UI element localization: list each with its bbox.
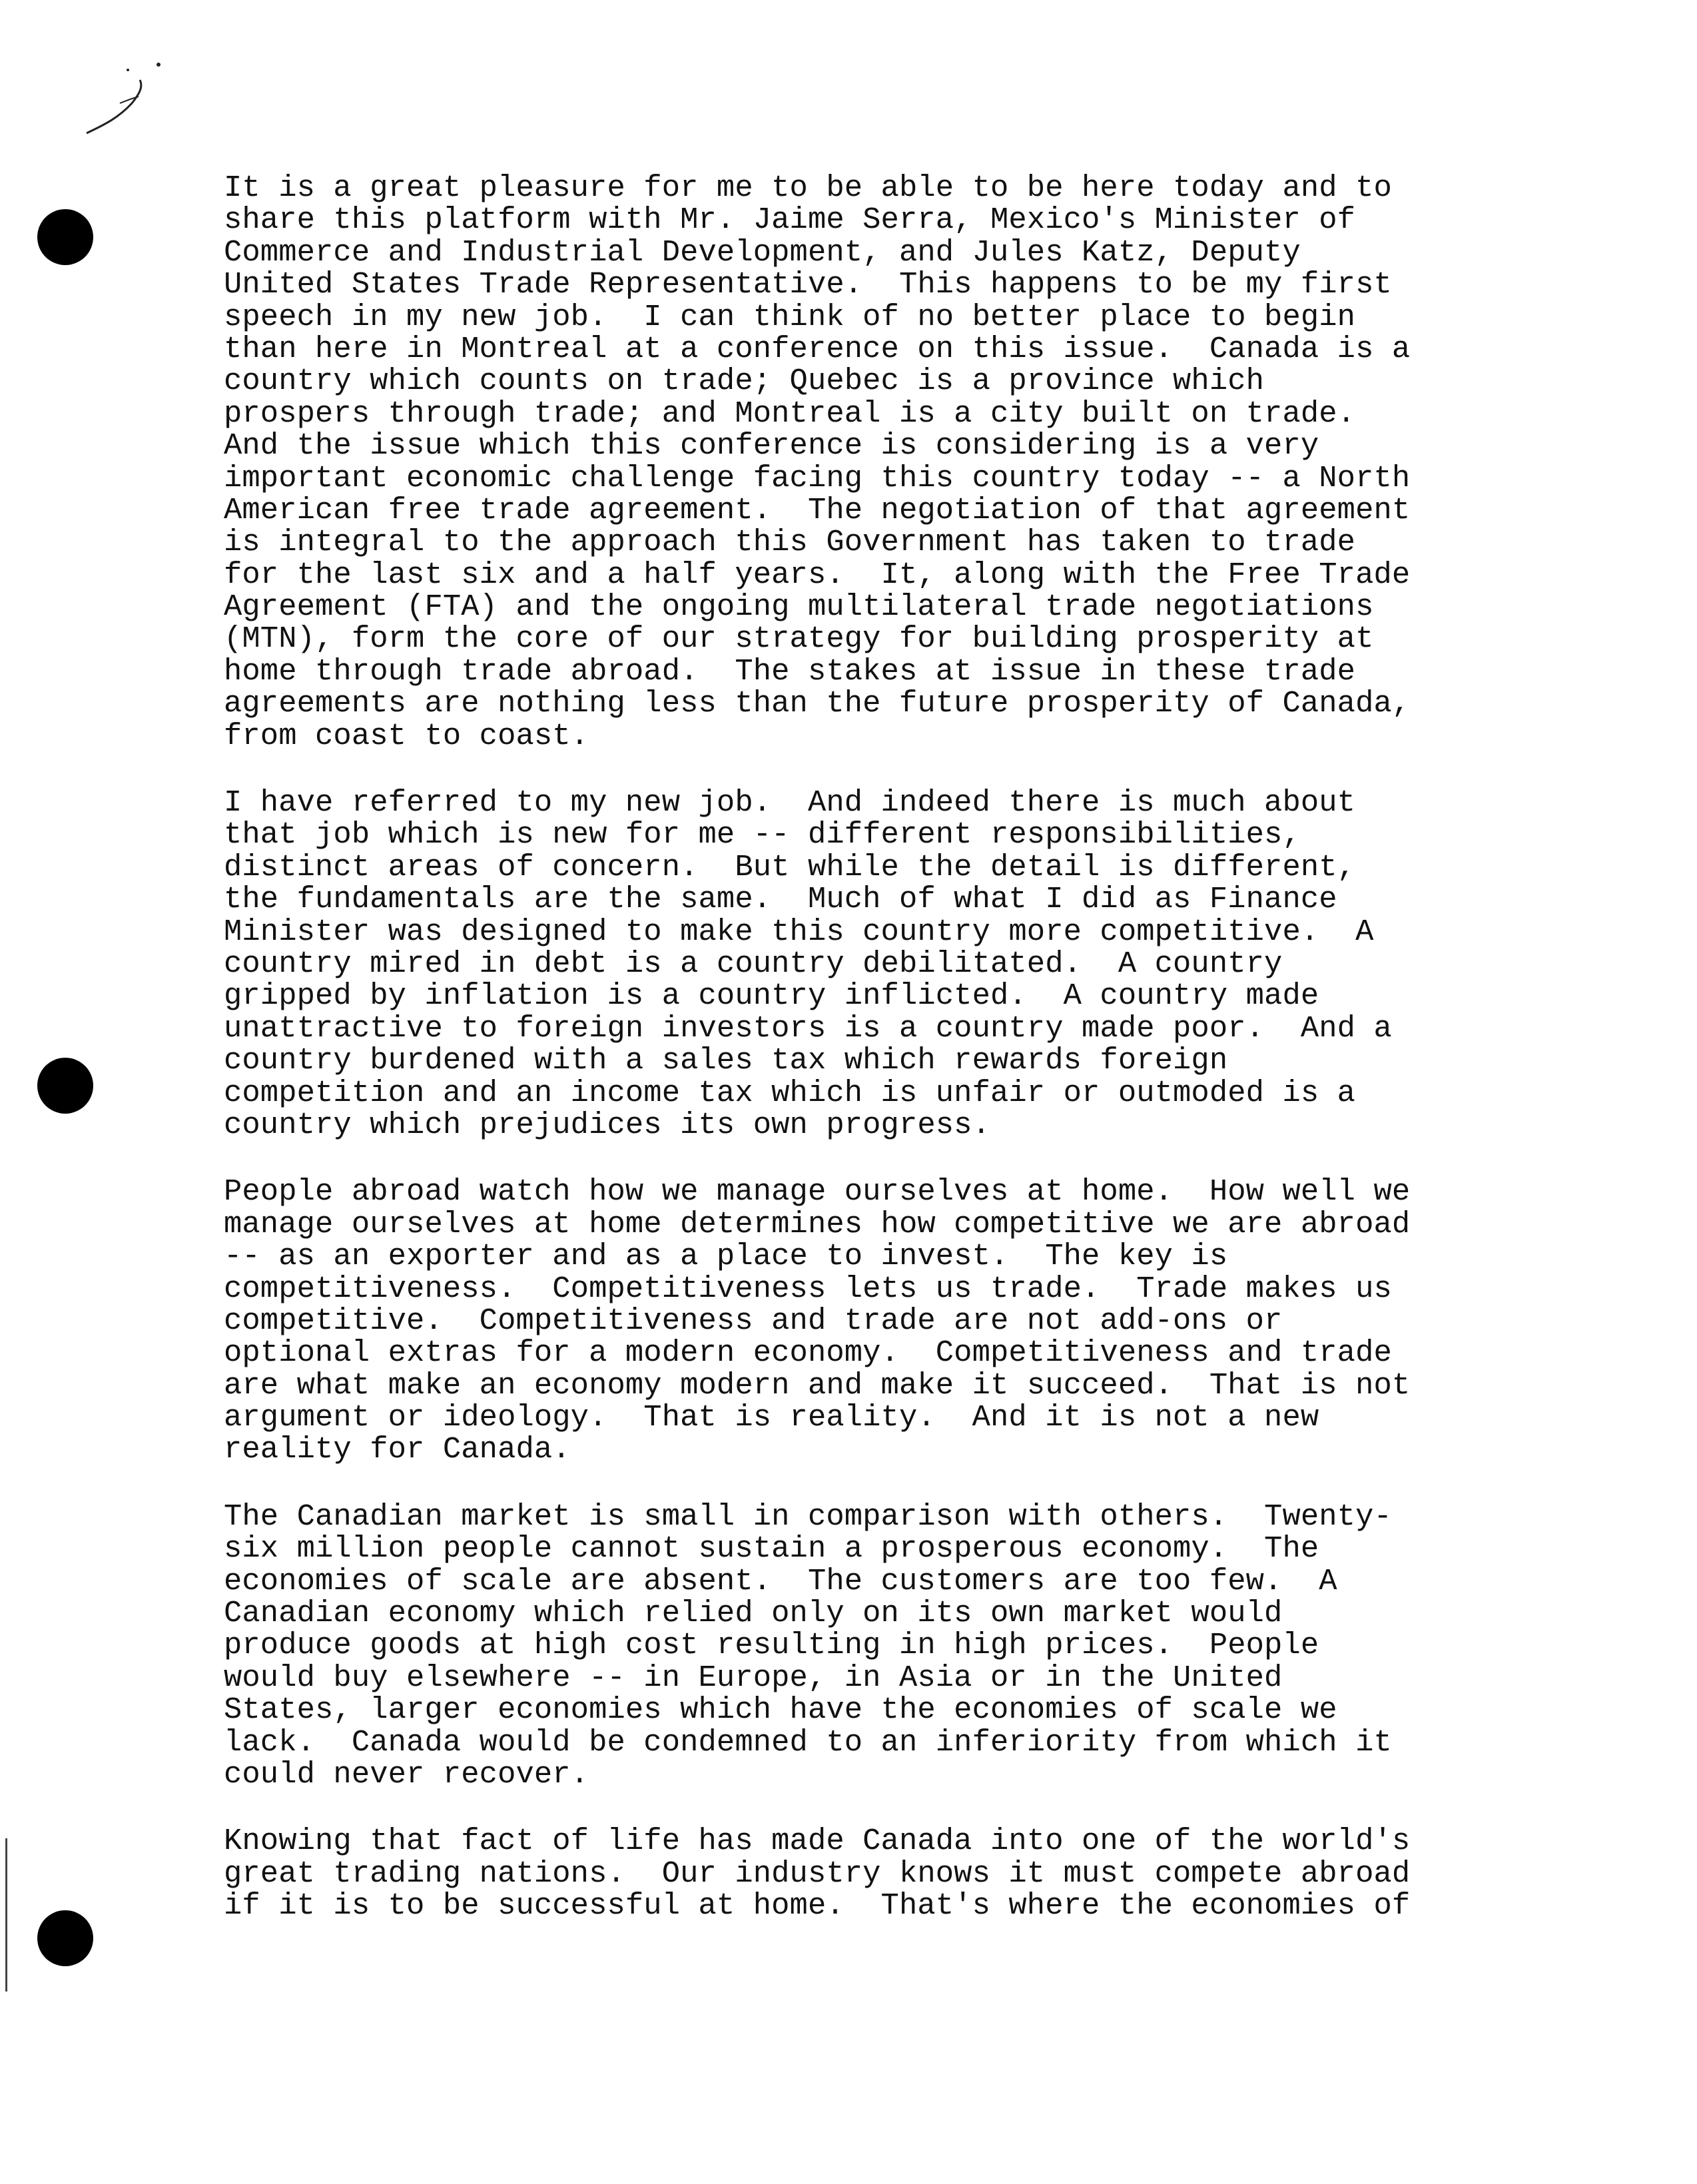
text-line: would buy elsewhere -- in Europe, in Asia or in the United bbox=[224, 1660, 1283, 1695]
text-line: lack. Canada would be condemned to an inferiority from which it bbox=[224, 1724, 1392, 1760]
text-line: home through trade abroad. The stakes at issue in these trade bbox=[224, 653, 1356, 689]
text-line: country mired in debt is a country debilitated. A country bbox=[224, 946, 1283, 981]
text-line: agreements are nothing less than the future prosperity of Canada, bbox=[224, 686, 1411, 721]
text-line: economies of scale are absent. The customers are too few. A bbox=[224, 1563, 1337, 1599]
text-line: Commerce and Industrial Development, and Jules Katz, Deputy bbox=[224, 234, 1301, 270]
text-line: important economic challenge facing this country today -- a North bbox=[224, 460, 1411, 496]
paragraph bbox=[224, 1501, 1556, 1791]
text-line: States, larger economies which have the economies of scale we bbox=[224, 1692, 1337, 1728]
text-line: I have referred to my new job. And indeed there is much about bbox=[224, 785, 1356, 821]
text-line: from coast to coast. bbox=[224, 718, 589, 753]
text-line: that job which is new for me -- different responsibilities, bbox=[224, 817, 1301, 853]
text-line: six million people cannot sustain a prosperous economy. The bbox=[224, 1531, 1319, 1567]
text-line: competitiveness. Competitiveness lets us trade. Trade makes us bbox=[224, 1271, 1392, 1306]
text-line: share this platform with Mr. Jaime Serra, Mexico's Minister of bbox=[224, 202, 1356, 238]
text-line: People abroad watch how we manage ourselves at home. How well we bbox=[224, 1174, 1411, 1210]
text-line: the fundamentals are the same. Much of what I did as Finance bbox=[224, 882, 1337, 917]
scan-edge-line bbox=[5, 1838, 7, 1992]
punch-hole-middle bbox=[37, 1058, 93, 1114]
text-line: is integral to the approach this Government has taken to trade bbox=[224, 525, 1356, 560]
text-line: great trading nations. Our industry knows it must compete abroad bbox=[224, 1856, 1411, 1891]
text-line: are what make an economy modern and make it succeed. That is not bbox=[224, 1367, 1411, 1403]
text-line: (MTN), form the core of our strategy for building prosperity at bbox=[224, 621, 1374, 657]
punch-hole-bottom bbox=[37, 1910, 93, 1966]
text-line: if it is to be successful at home. That's where the economies of bbox=[224, 1888, 1411, 1924]
text-line: than here in Montreal at a conference on this issue. Canada is a bbox=[224, 331, 1411, 366]
text-line: Canadian economy which relied only on its own market would bbox=[224, 1596, 1283, 1631]
text-line: gripped by inflation is a country inflicted. A country made bbox=[224, 978, 1319, 1014]
text-line: country which prejudices its own progress. bbox=[224, 1107, 990, 1142]
text-line: produce goods at high cost resulting in high prices. People bbox=[224, 1628, 1319, 1663]
text-line: American free trade agreement. The negotiation of that agreement bbox=[224, 492, 1411, 528]
text-line: It is a great pleasure for me to be able to be here today and to bbox=[224, 171, 1392, 205]
punch-hole-top bbox=[37, 209, 93, 265]
text-line: Agreement (FTA) and the ongoing multilateral trade negotiations bbox=[224, 589, 1374, 625]
text-line: for the last six and a half years. It, along with the Free Trade bbox=[224, 557, 1411, 592]
text-line: manage ourselves at home determines how competitive we are abroad bbox=[224, 1206, 1411, 1242]
text-line: argument or ideology. That is reality. And it is not a new bbox=[224, 1400, 1319, 1435]
text-line: competitive. Competitiveness and trade are not add-ons or bbox=[224, 1303, 1283, 1338]
paragraph bbox=[224, 1176, 1556, 1466]
pen-scribble-mark bbox=[80, 57, 186, 163]
text-line: competition and an income tax which is unfair or outmoded is a bbox=[224, 1075, 1356, 1110]
paragraph bbox=[224, 1825, 1556, 1922]
text-line: could never recover. bbox=[224, 1756, 589, 1792]
text-line: United States Trade Representative. This happens to be my first bbox=[224, 267, 1392, 302]
text-line: distinct areas of concern. But while the detail is different, bbox=[224, 849, 1356, 885]
text-line: country burdened with a sales tax which rewards foreign bbox=[224, 1043, 1228, 1078]
text-line: prospers through trade; and Montreal is a city built on trade. bbox=[224, 396, 1356, 431]
text-line: optional extras for a modern economy. Competitiveness and trade bbox=[224, 1335, 1392, 1371]
paragraph bbox=[224, 787, 1556, 1141]
text-line: The Canadian market is small in comparison with others. Twenty- bbox=[224, 1499, 1392, 1534]
text-line: country which counts on trade; Quebec is a province which bbox=[224, 364, 1265, 399]
text-line: Minister was designed to make this country more competitive. A bbox=[224, 914, 1374, 949]
text-line: And the issue which this conference is considering is a very bbox=[224, 428, 1319, 464]
text-line: speech in my new job. I can think of no better place to begin bbox=[224, 299, 1356, 334]
text-line: reality for Canada. bbox=[224, 1432, 571, 1467]
text-line: -- as an exporter and as a place to invest. The key is bbox=[224, 1239, 1228, 1274]
text-line: Knowing that fact of life has made Canada into one of the world's bbox=[224, 1824, 1411, 1859]
text-line: unattractive to foreign investors is a country made poor. And a bbox=[224, 1010, 1392, 1046]
document-body bbox=[224, 172, 1556, 1957]
paragraph bbox=[224, 172, 1556, 752]
